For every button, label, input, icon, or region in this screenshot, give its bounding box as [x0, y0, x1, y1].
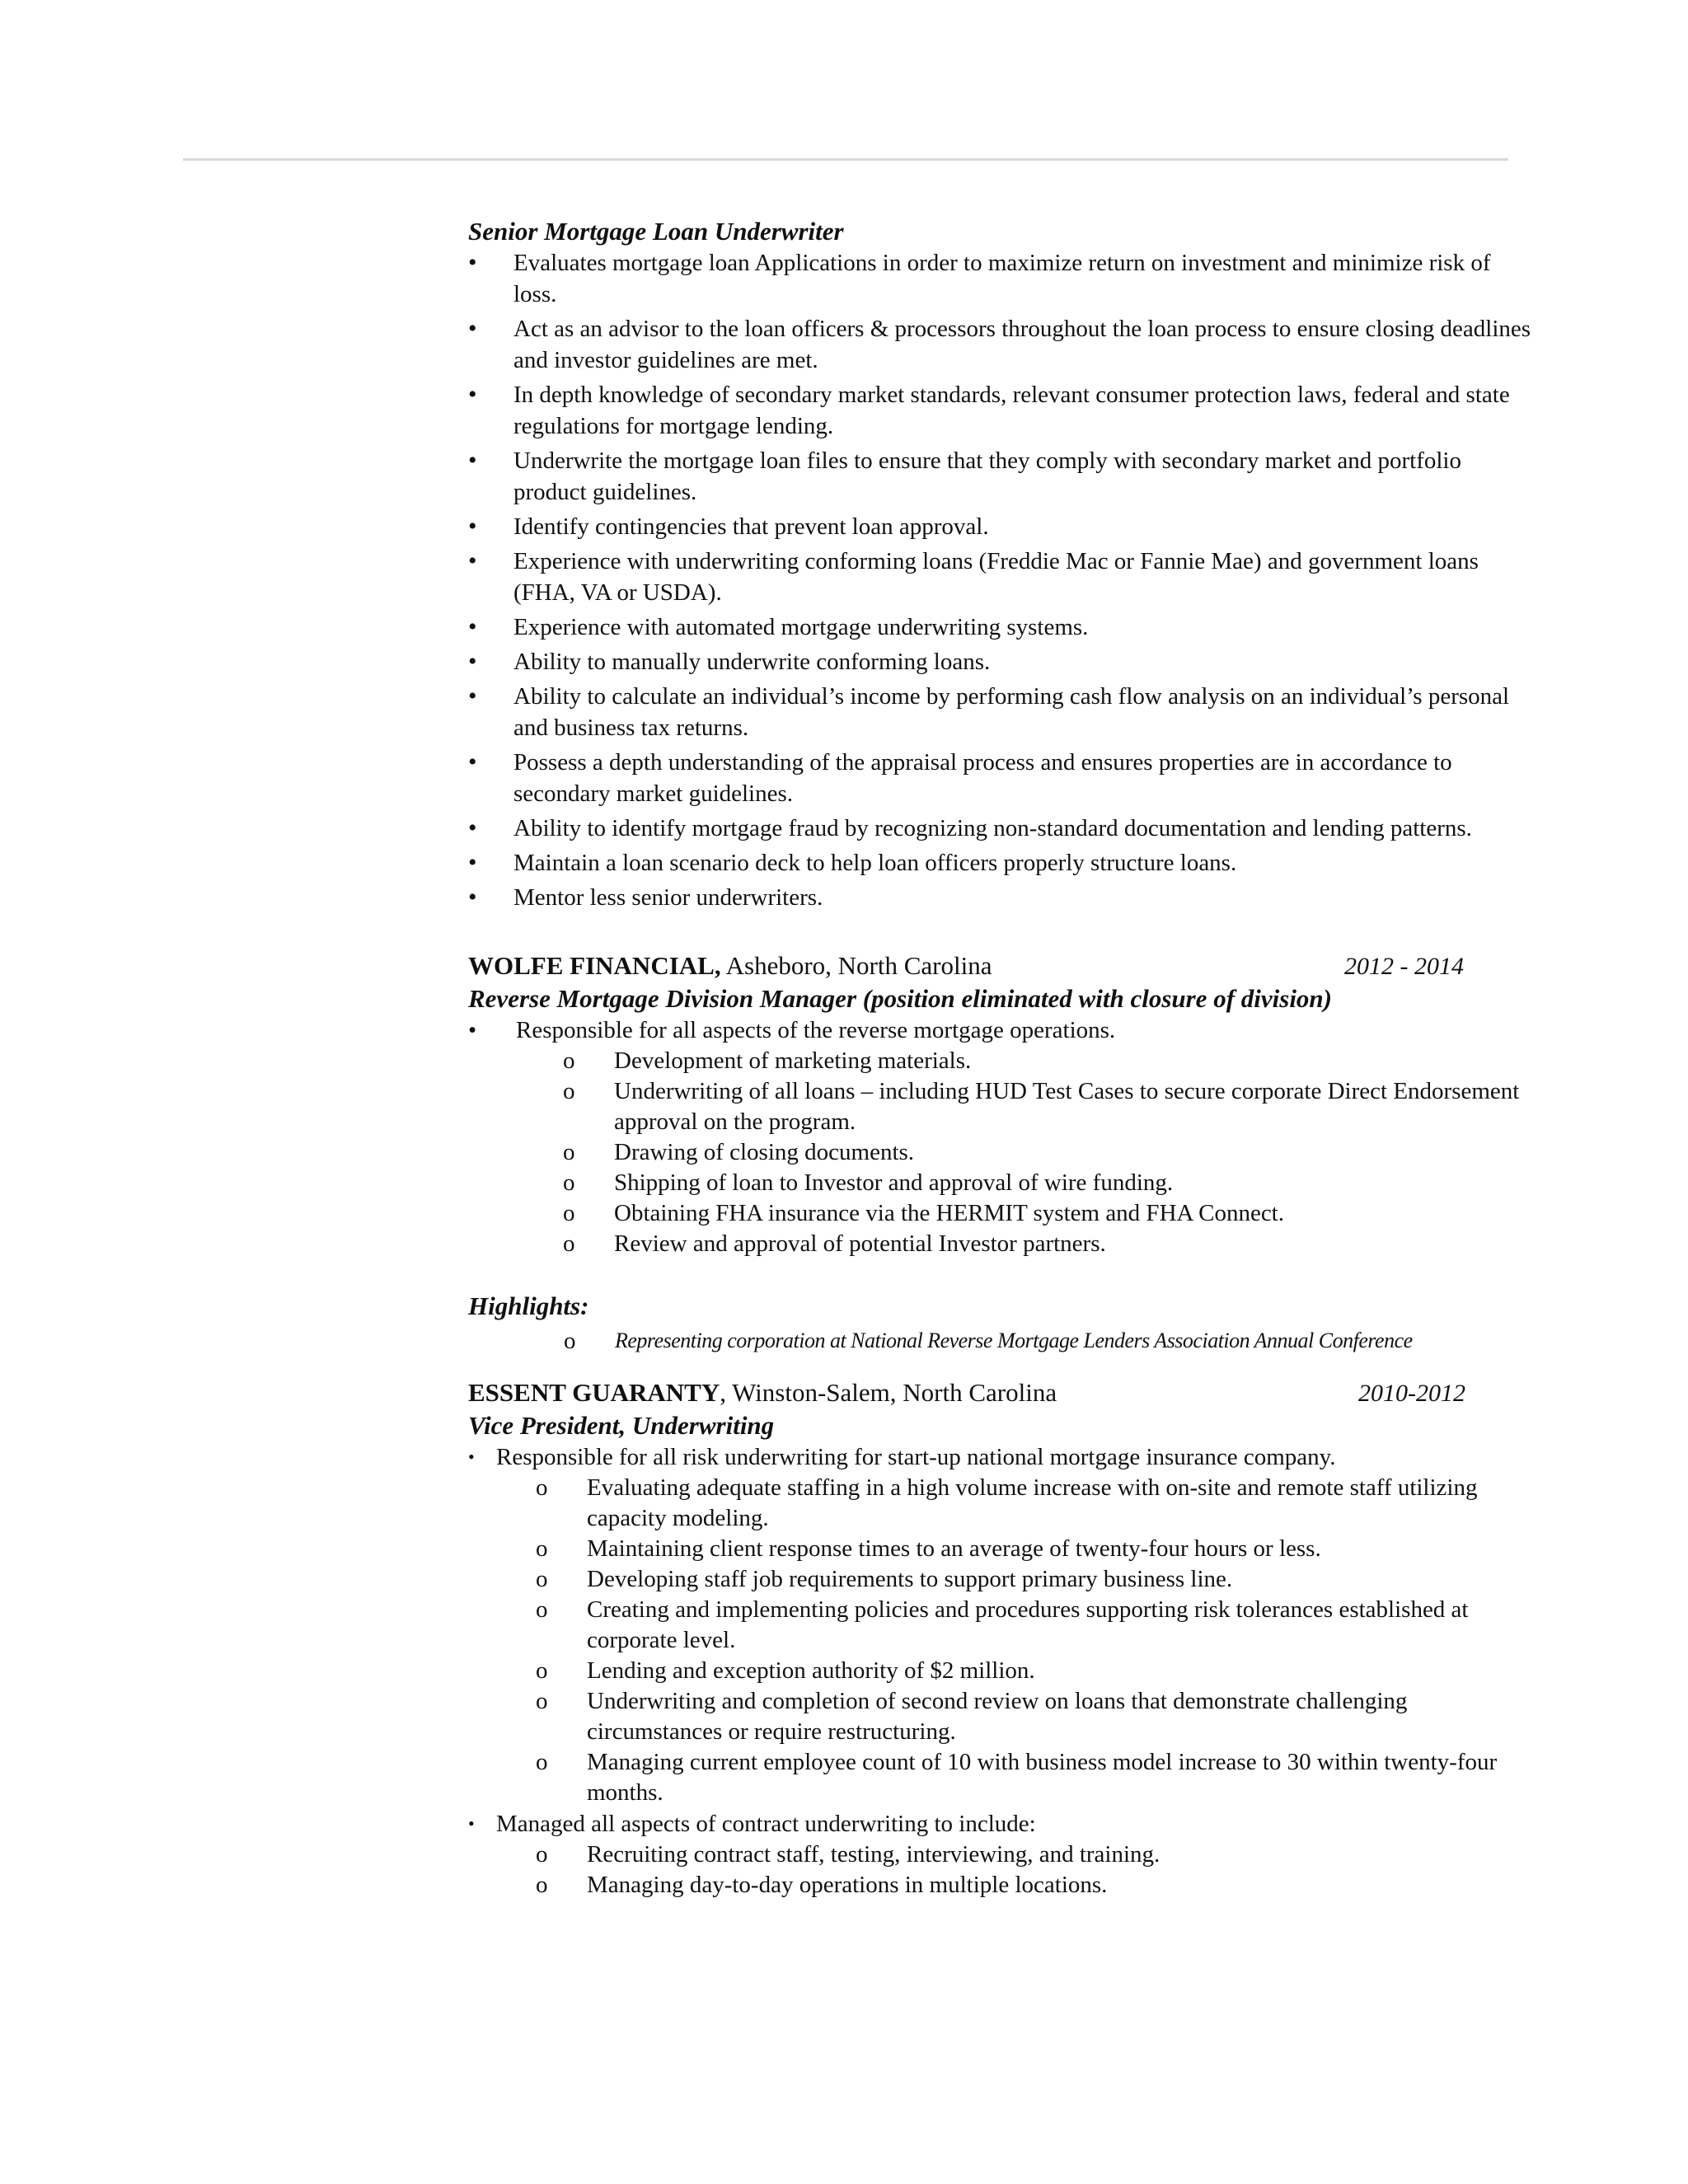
- essent-guaranty-section: [468, 1376, 1531, 1900]
- employer: [468, 949, 992, 982]
- sub-list-item: [536, 1686, 1531, 1747]
- employer-row: [468, 1376, 1531, 1410]
- sub-list-item-text: Evaluating adequate staffing in a high volume increase with on-site and remote staff utilizing capacity modeling.: [587, 1474, 1478, 1531]
- list-item-text: Managed all aspects of contract underwriting to include:: [496, 1811, 1036, 1837]
- sub-bullet-marker: o: [564, 1328, 575, 1354]
- sub-bullet-marker: o: [536, 1566, 548, 1592]
- sub-bullet-marker: o: [536, 1688, 548, 1714]
- header-rule: [183, 158, 1508, 161]
- sub-bullet-marker: o: [563, 1169, 575, 1196]
- bullet-marker: •: [468, 1017, 477, 1043]
- sub-list-item-text: Underwriting of all loans – including HUD Test Cases to secure corporate Direct Endorsement approval on the program.: [614, 1078, 1520, 1135]
- list-item: • Ability to manually underwrite conforming loans.: [468, 646, 1531, 677]
- sub-list: [468, 1840, 1531, 1900]
- list-item: • Mentor less senior underwriters.: [468, 882, 1531, 913]
- sub-list-item: [563, 1137, 1531, 1168]
- sub-list: [468, 1473, 1531, 1808]
- job-title: Vice President, Underwriting: [468, 1411, 775, 1440]
- sub-bullet-marker: o: [536, 1474, 548, 1501]
- list-item-text: Responsible for all aspects of the reverse mortgage operations.: [516, 1017, 1116, 1043]
- highlights-heading: Highlights:: [468, 1291, 589, 1320]
- sub-list-item: [563, 1076, 1531, 1137]
- sub-list-item: [563, 1229, 1531, 1259]
- sub-list-item: [536, 1534, 1531, 1564]
- list-item: • Experience with underwriting conforming loans (Freddie Mac or Fannie Mae) and government loans (FHA, VA or USDA).: [468, 546, 1531, 608]
- sub-list-item-text: Recruiting contract staff, testing, interviewing, and training.: [587, 1841, 1160, 1868]
- sub-bullet-marker: o: [563, 1200, 575, 1226]
- sub-list-item: [563, 1168, 1531, 1198]
- sub-list-item-text: Maintaining client response times to an average of twenty-four hours or less.: [587, 1535, 1321, 1562]
- employment-dates: 2012 - 2014: [1344, 953, 1464, 980]
- employer-row: [468, 949, 1531, 983]
- sub-list-item: [536, 1656, 1531, 1686]
- sub-list-item: [536, 1595, 1531, 1656]
- list-item-text: Responsible for all risk underwriting for start-up national mortgage insurance company.: [496, 1444, 1336, 1470]
- employment-dates: 2010-2012: [1358, 1380, 1465, 1407]
- sub-bullet-marker: o: [563, 1047, 575, 1074]
- list-item: • In depth knowledge of secondary market standards, relevant consumer protection laws, federal and state regulations for mortgage lending.: [468, 379, 1531, 442]
- list-item: • Possess a depth understanding of the appraisal process and ensures properties are in accordance to secondary market guidelines.: [468, 747, 1531, 809]
- sub-list-item-text: Managing day-to-day operations in multiple locations.: [587, 1872, 1108, 1898]
- sub-list-item-text: Creating and implementing policies and procedures supporting risk tolerances established at corporate level.: [587, 1596, 1469, 1653]
- list-item: • Identify contingencies that prevent loan approval.: [468, 511, 1531, 542]
- sub-bullet-marker: o: [536, 1657, 548, 1684]
- sub-list-item: [563, 1198, 1531, 1229]
- list-item: • Experience with automated mortgage underwriting systems.: [468, 612, 1531, 643]
- sub-list-item: [536, 1870, 1531, 1900]
- list-item: • Act as an advisor to the loan officers & processors throughout the loan process to ensure closing deadlines and investor guidelines are met.: [468, 313, 1531, 376]
- duties-list: [468, 247, 1531, 913]
- sub-list-item-text: Underwriting and completion of second review on loans that demonstrate challenging circumstances or require restructuring.: [587, 1688, 1408, 1745]
- sub-list-item: [563, 1046, 1531, 1076]
- sub-bullet-marker: o: [563, 1078, 575, 1104]
- list-item: • Underwrite the mortgage loan files to ensure that they comply with secondary market and portfolio product guidelines.: [468, 445, 1531, 508]
- sub-list-item-text: Managing current employee count of 10 with business model increase to 30 within twenty-four months.: [587, 1749, 1498, 1806]
- sub-list-item-text: Obtaining FHA insurance via the HERMIT system and FHA Connect.: [614, 1200, 1284, 1226]
- resume-body: [468, 216, 1531, 1900]
- sub-list: [468, 1046, 1531, 1259]
- senior-underwriter-section: [468, 216, 1531, 913]
- list-item: • Maintain a loan scenario deck to help loan officers properly structure loans.: [468, 847, 1531, 879]
- list-item: • Ability to identify mortgage fraud by recognizing non-standard documentation and lending patterns.: [468, 813, 1531, 844]
- sub-list-item: [536, 1747, 1531, 1808]
- sub-list-item-text: Drawing of closing documents.: [614, 1139, 915, 1165]
- wolfe-financial-section: [468, 949, 1531, 1360]
- list-item: [468, 1441, 1531, 1473]
- bullet-marker: •: [468, 1446, 475, 1467]
- job-title: Senior Mortgage Loan Underwriter: [468, 217, 844, 246]
- list-item: • Evaluates mortgage loan Applications in order to maximize return on investment and minimize risk of loss.: [468, 247, 1531, 310]
- highlight-item: [468, 1322, 1531, 1360]
- employer-location: Asheboro, North Carolina: [720, 951, 992, 980]
- highlight-text: Representing corporation at National Reverse Mortgage Lenders Association Annual Conference: [615, 1329, 1413, 1352]
- list-item: • Ability to calculate an individual’s income by performing cash flow analysis on an individual’s personal and business tax returns.: [468, 681, 1531, 743]
- sub-bullet-marker: o: [536, 1841, 548, 1868]
- sub-bullet-marker: o: [536, 1872, 548, 1898]
- sub-list-item-text: Developing staff job requirements to support primary business line.: [587, 1566, 1233, 1592]
- sub-bullet-marker: o: [563, 1230, 575, 1257]
- sub-list-item-text: Development of marketing materials.: [614, 1047, 972, 1074]
- sub-list-item-text: Review and approval of potential Investor partners.: [614, 1230, 1106, 1257]
- employer-name: ESSENT GUARANTY: [468, 1378, 720, 1407]
- job-title: Reverse Mortgage Division Manager (position eliminated with closure of division): [468, 984, 1332, 1013]
- sub-bullet-marker: o: [563, 1139, 575, 1165]
- list-item: [468, 1808, 1531, 1840]
- employer-name: WOLFE FINANCIAL,: [468, 951, 721, 980]
- sub-list-item: [536, 1840, 1531, 1870]
- list-item: [468, 1015, 1531, 1046]
- sub-list-item: [536, 1473, 1531, 1534]
- sub-bullet-marker: o: [536, 1596, 548, 1623]
- employer: [468, 1376, 1057, 1409]
- sub-bullet-marker: o: [536, 1749, 548, 1775]
- employer-location: , Winston-Salem, North Carolina: [720, 1378, 1057, 1407]
- sub-bullet-marker: o: [536, 1535, 548, 1562]
- bullet-marker: •: [468, 1813, 475, 1834]
- sub-list-item-text: Lending and exception authority of $2 million.: [587, 1657, 1035, 1684]
- sub-list-item: [536, 1564, 1531, 1595]
- sub-list-item-text: Shipping of loan to Investor and approval of wire funding.: [614, 1169, 1174, 1196]
